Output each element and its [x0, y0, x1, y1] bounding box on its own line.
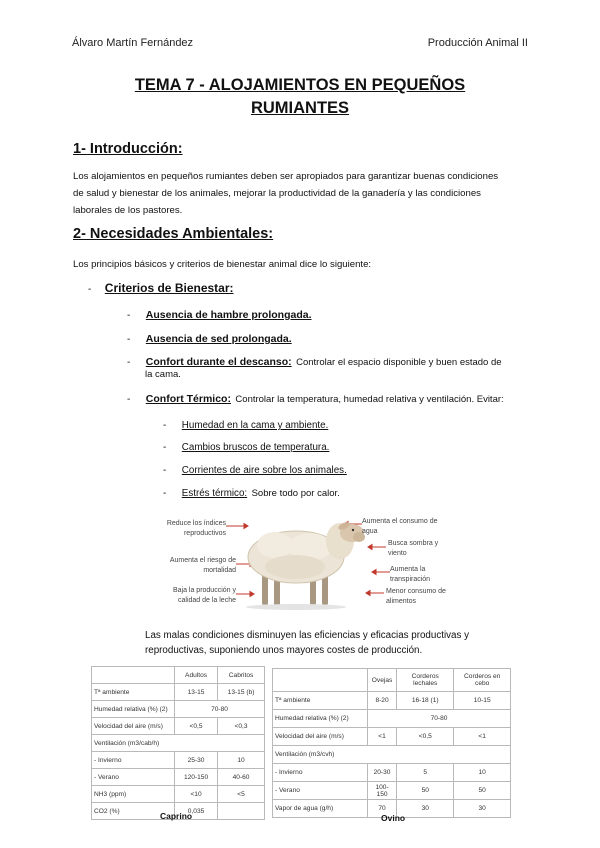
table-cell: Vapor de agua (g/h) — [273, 800, 368, 818]
annotation-left: Reduce los índices reproductivos — [166, 520, 226, 537]
sub-list-item-label: Humedad en la cama y ambiente. — [181, 420, 329, 431]
bullet-dash: - — [163, 488, 167, 499]
table-ovino — [272, 668, 511, 818]
table-cell: - Invierno — [92, 752, 175, 769]
sub-list-item-label: Cambios bruscos de temperatura. — [181, 442, 330, 453]
table-cell: <1 — [368, 728, 397, 746]
table-cell: Ventilación (m3/cab/h) — [92, 735, 265, 752]
table-cell: Humedad relativa (%) (2) — [273, 710, 368, 728]
bullet-dash: - — [163, 420, 167, 431]
table-cell: 10 — [454, 764, 511, 782]
list-item — [127, 305, 312, 323]
table-cell: NH3 (ppm) — [92, 786, 175, 803]
sub-list-item — [163, 483, 340, 501]
paragraph-line: laborales de los pastores. — [73, 205, 183, 216]
table-cell: 70 — [368, 800, 397, 818]
table-cell: Velocidad del aire (m/s) — [92, 718, 175, 735]
table-row — [273, 710, 511, 728]
list-item-text: Controlar la temperatura, humedad relativa y ventilación. Evitar: — [235, 394, 504, 405]
table-cell: <10 — [175, 786, 218, 803]
bullet-dash: - — [127, 310, 131, 321]
table-cell: <0,5 — [397, 728, 454, 746]
page-title — [60, 74, 540, 120]
table-header-cell: Corderos lechales — [397, 669, 454, 692]
table-cell: 8-20 — [368, 692, 397, 710]
table-cell: 50 — [454, 782, 511, 800]
paragraph-line: de salud y bienestar de los animales, mejorar la productividad de la ganadería y las condiciones — [73, 188, 481, 199]
list-item — [127, 329, 292, 347]
annotation-right: Aumenta el consumo de agua — [362, 518, 438, 535]
annotation-right: Busca sombra y viento — [388, 540, 439, 557]
table-ovino-caption: Ovino — [381, 813, 406, 823]
list-item-label: Ausencia de sed prolongada. — [145, 333, 292, 345]
caption-line: Las malas condiciones disminuyen las eficiencias y eficacias productivas y — [145, 630, 469, 641]
table-cell: - Verano — [273, 782, 368, 800]
table-cell: 10-15 — [454, 692, 511, 710]
section-1-heading: 1- Introducción: — [73, 141, 183, 157]
list-item — [127, 389, 527, 407]
sheep-figure — [150, 507, 450, 612]
table-cell: 120-150 — [175, 769, 218, 786]
table-row — [92, 701, 265, 718]
table-cell: 0,035 — [175, 803, 218, 820]
list-item-label: Ausencia de hambre prolongada. — [145, 309, 312, 321]
table-cell — [92, 667, 175, 684]
table-header-cell: Cabritos — [218, 667, 265, 684]
list-item-text: Controlar el espacio disponible y buen estado de — [296, 357, 502, 368]
table-caprino-caption: Caprino — [160, 811, 193, 821]
table-cell: Velocidad del aire (m/s) — [273, 728, 368, 746]
table-cell: 30 — [454, 800, 511, 818]
figure-caption — [145, 628, 545, 658]
table-cell: 16-18 (1) — [397, 692, 454, 710]
annotation-right: Aumenta la transpiración — [390, 566, 431, 583]
paragraph-line: Los alojamientos en pequeños rumiantes deben ser apropiados para garantizar buenas condiciones — [73, 171, 499, 182]
sub-list-item — [163, 460, 347, 478]
sub-list-item — [163, 415, 328, 433]
sub-list-item — [163, 437, 329, 455]
list-item — [127, 352, 527, 370]
table-row — [92, 752, 265, 769]
list-item-label: Confort Térmico: — [145, 393, 231, 405]
table-row — [273, 782, 511, 800]
header-course: Producción Animal II — [427, 37, 528, 49]
header-author: Álvaro Martín Fernández — [72, 37, 194, 49]
table-cell: 50 — [397, 782, 454, 800]
table-cell: 13-15 (b) — [218, 684, 265, 701]
table-row — [92, 769, 265, 786]
table-cell — [273, 669, 368, 692]
table-row — [92, 684, 265, 701]
table-cell: 5 — [397, 764, 454, 782]
table-cell: 70-80 — [175, 701, 265, 718]
table-header-row — [273, 669, 511, 692]
table-header-cell: Corderos en cebo — [454, 669, 511, 692]
sub-list-item-label: Corrientes de aire sobre los animales. — [181, 465, 347, 476]
table-cell: 70-80 — [368, 710, 511, 728]
table-header-cell: Ovejas — [368, 669, 397, 692]
table-cell — [218, 803, 265, 820]
table-row — [273, 728, 511, 746]
table-row — [92, 735, 265, 752]
table-cell: <5 — [218, 786, 265, 803]
criteria-label: Criterios de Bienestar: — [104, 281, 234, 295]
table-caprino-wrapper — [91, 666, 265, 820]
table-cell: 30 — [397, 800, 454, 818]
section-2-heading: 2- Necesidades Ambientales: — [73, 226, 274, 242]
table-row — [273, 746, 511, 764]
title-line-1: TEMA 7 - ALOJAMIENTOS EN PEQUEÑOS — [134, 76, 466, 94]
table-ovino-wrapper — [272, 668, 511, 818]
section-2-intro: Los principios básicos y criterios de bienestar animal dice lo siguiente: — [73, 259, 372, 270]
criteria-item — [88, 279, 234, 297]
list-item-label: Confort durante el descanso: — [145, 356, 292, 368]
bullet-dash: - — [127, 334, 131, 345]
table-cell: - Verano — [92, 769, 175, 786]
annotation-left: Aumenta el riesgo de mortalidad — [169, 557, 236, 574]
sub-list-item-label: Estrés térmico: — [181, 488, 248, 499]
annotation-right: Menor consumo de alimentos — [386, 588, 446, 605]
bullet-dash: - — [88, 284, 92, 295]
table-cell: 10 — [218, 752, 265, 769]
table-cell: CO2 (%) — [92, 803, 175, 820]
bullet-dash: - — [127, 357, 131, 368]
table-cell: Ventilación (m3/cvh) — [273, 746, 511, 764]
table-cell: 13-15 — [175, 684, 218, 701]
table-cell: Humedad relativa (%) (2) — [92, 701, 175, 718]
bullet-dash: - — [127, 394, 131, 405]
bullet-dash: - — [163, 465, 167, 476]
bullet-dash: - — [163, 442, 167, 453]
title-line-2: RUMIANTES — [250, 99, 350, 117]
table-row — [92, 786, 265, 803]
table-cell: 25-30 — [175, 752, 218, 769]
table-row — [273, 764, 511, 782]
table-header-cell: Adultos — [175, 667, 218, 684]
table-cell: Tª ambiente — [273, 692, 368, 710]
section-1-paragraph — [73, 168, 529, 219]
table-cell: <1 — [454, 728, 511, 746]
caption-line: reproductivas, suponiendo unos mayores costes de producción. — [145, 645, 423, 656]
table-cell: <0,3 — [218, 718, 265, 735]
table-cell: - Invierno — [273, 764, 368, 782]
table-caprino — [91, 666, 265, 820]
sub-list-item-text: Sobre todo por calor. — [251, 488, 340, 499]
table-cell: <0,5 — [175, 718, 218, 735]
table-cell: 40-60 — [218, 769, 265, 786]
table-cell: 100-150 — [368, 782, 397, 800]
annotation-left: Baja la producción y calidad de la leche — [172, 587, 236, 604]
table-header-row — [92, 667, 265, 684]
table-row — [273, 692, 511, 710]
list-item-text-continuation: la cama. — [145, 369, 181, 380]
table-cell: Tª ambiente — [92, 684, 175, 701]
table-cell: 20-30 — [368, 764, 397, 782]
table-row — [92, 718, 265, 735]
